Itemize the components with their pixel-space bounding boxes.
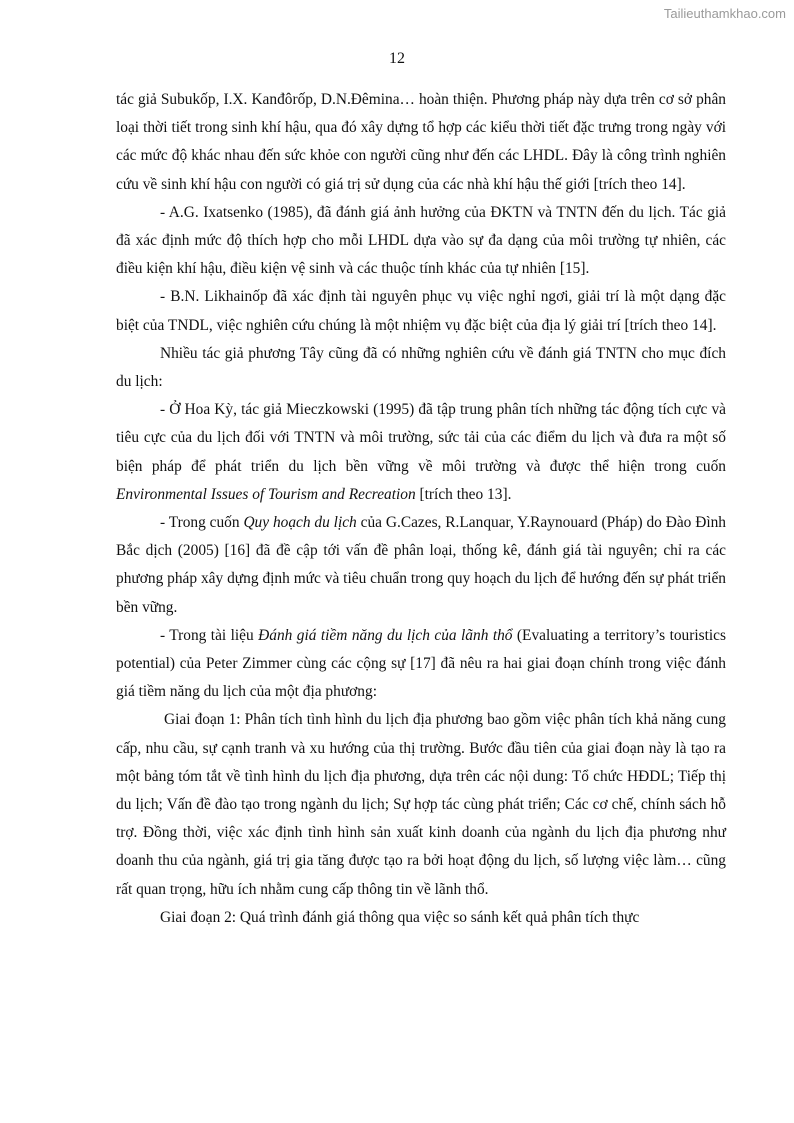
paragraph-3: - B.N. Likhainốp đã xác định tài nguyên phục vụ việc nghỉ ngơi, giải trí là một dạng đặc biệt của TNDL, việc nghiên cứu chúng là một nhiệm vụ đặc biệt của địa lý giải trí [trích theo 14].: [116, 288, 726, 334]
book-title-environmental-issues: Environmental Issues of Tourism and Recreation: [116, 485, 416, 503]
book-title-quy-hoach-du-lich: Quy hoạch du lịch: [243, 514, 357, 532]
paragraph-6-lead: - Trong cuốn: [160, 514, 244, 532]
paragraph-6: [116, 509, 726, 622]
paragraph-9: Giai đoạn 2: Quá trình đánh giá thông qua việc so sánh kết quả phân tích thực: [160, 908, 640, 926]
watermark: Tailieuthamkhao.com: [663, 6, 786, 21]
paragraph-2: - A.G. Ixatsenko (1985), đã đánh giá ảnh hưởng của ĐKTN và TNTN đến du lịch. Tác giả đã xác định mức độ thích hợp cho mỗi LHDL dựa vào sự đa dạng của môi trường tự nhiên, các điều kiện khí hậu, điều kiện vệ sinh và các thuộc tính khác của tự nhiên [15].: [116, 203, 726, 278]
paragraph-1: tác giả Subukốp, I.X. Kanđôrốp, D.N.Đêmina… hoàn thiện. Phương pháp này dựa trên cơ sở phân loại thời tiết trong sinh khí hậu, qua đó xây dựng tổ hợp các kiểu thời tiết đặc trưng trong ngày với các mức độ khác nhau đến sức khỏe con người cũng như đến các LHDL. Đây là công trình nghiên cứu về sinh khí hậu con người có giá trị sử dụng của các nhà khí hậu thế giới [trích theo 14].: [116, 91, 726, 193]
page-number: 12: [389, 50, 405, 67]
paragraph-7-lead: - Trong tài liệu: [160, 626, 259, 644]
document-body: [116, 86, 726, 932]
document-title-danh-gia-tiem-nang: Đánh giá tiềm năng du lịch của lãnh thổ: [258, 626, 513, 644]
paragraph-7-text: (Evaluating a territory’s touristics potential) của Peter Zimmer cùng các cộng sự [17] đã nêu ra hai giai đoạn chính trong việc đánh giá tiềm năng du lịch của một địa phương:: [116, 626, 726, 701]
paragraph-4: Nhiều tác giả phương Tây cũng đã có những nghiên cứu về đánh giá TNTN cho mục đích du lịch:: [116, 344, 726, 391]
paragraph-6-text: của G.Cazes, R.Lanquar, Y.Raynouard (Pháp) do Đào Đình Bắc dịch (2005) [16] đã đề cập tới vấn đề phân loại, thống kê, đánh giá tài nguyên; chỉ ra các phương pháp xây dựng định mức và tiêu chuẩn trong quy hoạch du lịch để hướng đến sự phát triển bền vững.: [116, 514, 726, 616]
paragraph-5-citation: [trích theo 13].: [415, 485, 512, 503]
paragraph-8: Giai đoạn 1: Phân tích tình hình du lịch địa phương bao gồm việc phân tích khả năng cung cấp, nhu cầu, sự cạnh tranh và xu hướng của thị trường. Bước đầu tiên của giai đoạn này là tạo ra một bảng tóm tắt về tình hình du lịch địa phương, dựa trên các nội dung: Tổ chức HĐDL; Tiếp thị du lịch; Vấn đề đào tạo trong ngành du lịch; Sự hợp tác cùng phát triển; Các cơ chế, chính sách hỗ trợ. Đồng thời, việc xác định tình hình sản xuất kinh doanh của ngành du lịch địa phương như doanh thu của ngành, giá trị gia tăng được tạo ra bởi hoạt động du lịch, số lượng việc làm… cũng rất quan trọng, hữu ích nhằm cung cấp thông tin về lãnh thổ.: [116, 711, 726, 898]
paragraph-5-text: - Ở Hoa Kỳ, tác giả Mieczkowski (1995) đã tập trung phân tích những tác động tích cực và tiêu cực của du lịch đối với TNTN và môi trường, sức tải của các điểm du lịch và đưa ra một số biện pháp để phát triển du lịch bền vững về môi trường và được thể hiện trong cuốn: [116, 401, 726, 475]
paragraph-5: [116, 396, 726, 509]
paragraph-7: [116, 622, 726, 707]
